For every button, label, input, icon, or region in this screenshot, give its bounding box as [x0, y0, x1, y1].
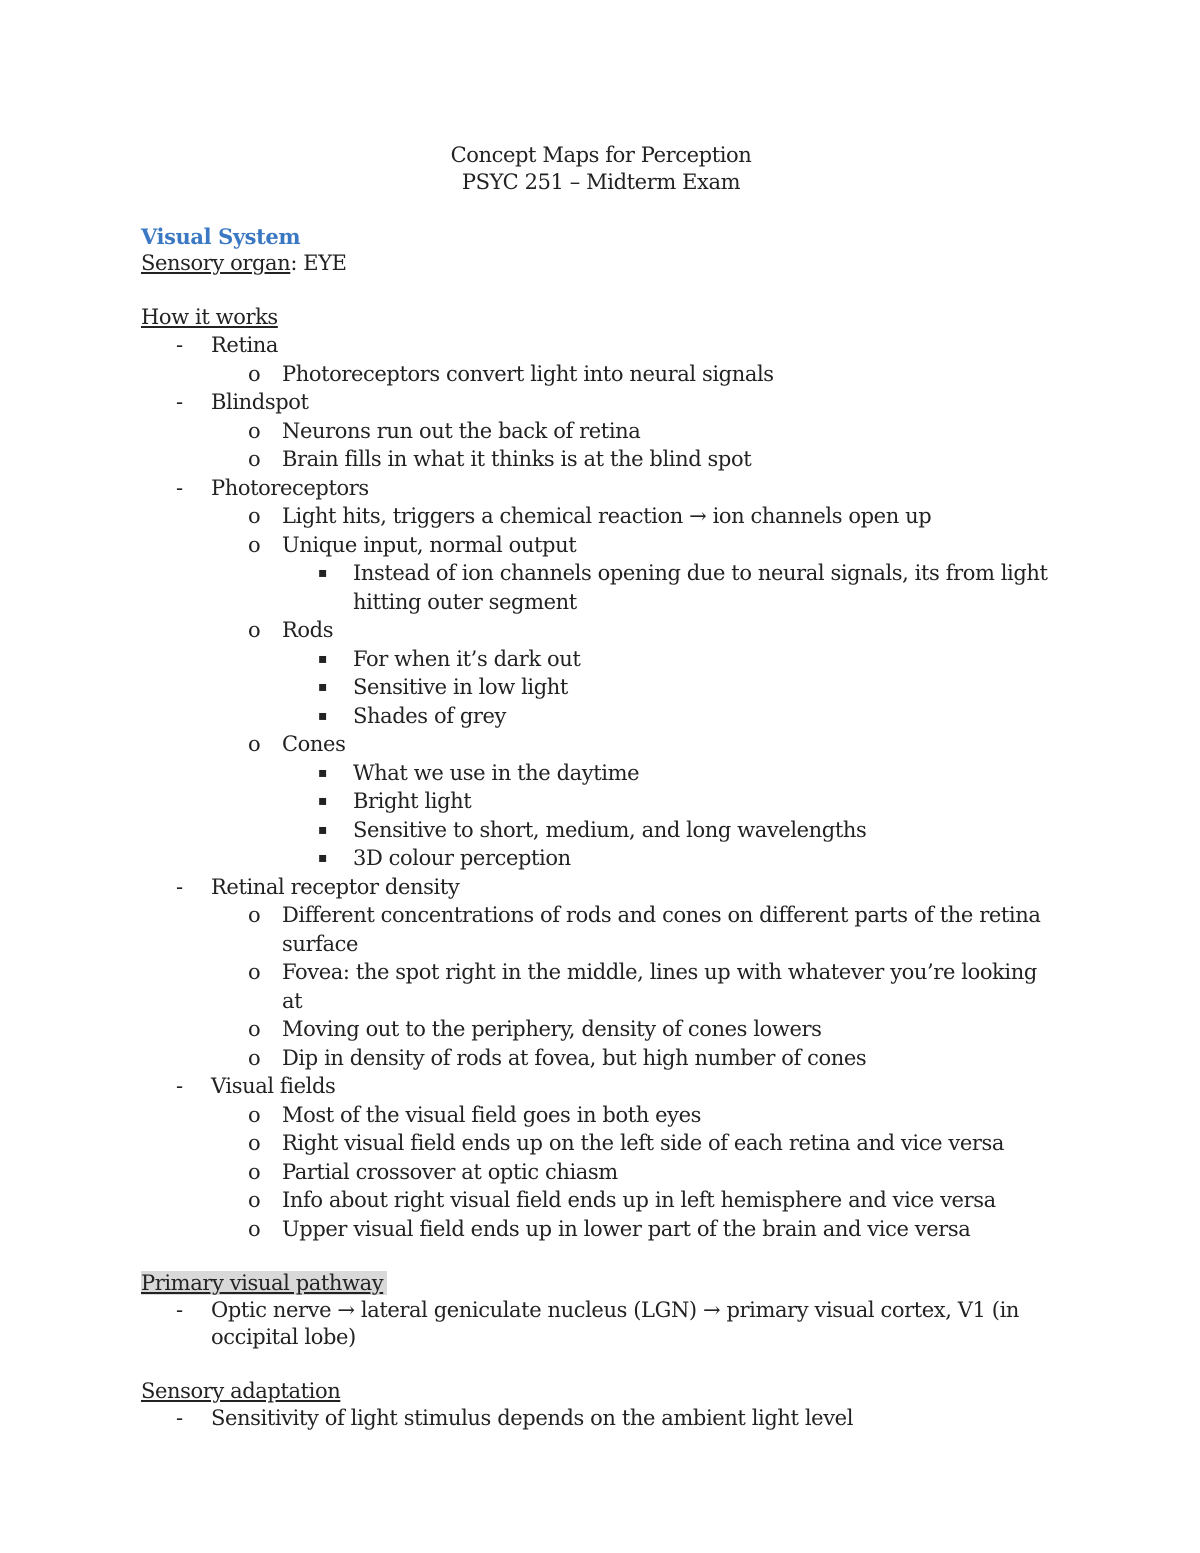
list-item-text: Photoreceptors convert light into neural signals	[282, 361, 774, 386]
bullet-marker: o	[248, 960, 261, 984]
list-item-text: Moving out to the periphery, density of cones lowers	[282, 1017, 822, 1041]
bullet-marker: o	[248, 361, 261, 386]
list-item	[141, 958, 1061, 1015]
bullet-marker: o	[248, 1017, 261, 1041]
bullet-marker: ▪	[318, 764, 328, 781]
list-item-text: Cones	[282, 732, 346, 756]
bullet-marker: ▪	[318, 679, 328, 695]
list-item	[141, 1044, 1061, 1073]
bullet-marker: ▪	[318, 821, 328, 838]
bullet-marker: o	[248, 1045, 261, 1070]
spacer	[141, 1351, 1061, 1378]
bullet-marker: -	[176, 475, 183, 500]
sensory-organ-label: Sensory organ	[141, 251, 291, 275]
list-item	[141, 1158, 1061, 1187]
list-item-text: Light hits, triggers a chemical reaction → ion channels open up	[282, 504, 932, 528]
list-item	[141, 1129, 1061, 1158]
bullet-marker: -	[176, 1074, 183, 1098]
section-heading-sensory-adaptation: Sensory adaptation	[141, 1379, 341, 1403]
sensory-organ-value: : EYE	[290, 251, 347, 275]
list-item-text: Most of the visual field goes in both eyes	[282, 1102, 702, 1127]
section-heading-visual-system: Visual System	[141, 224, 301, 249]
list-item	[141, 645, 1061, 674]
bullet-marker: o	[248, 532, 261, 557]
list-item-text: Sensitivity of light stimulus depends on the ambient light level	[211, 1406, 854, 1430]
bullet-marker: o	[248, 1102, 261, 1127]
list-item	[141, 673, 1061, 702]
bullet-marker: o	[248, 447, 261, 471]
bullet-marker: o	[248, 1159, 261, 1184]
bullet-marker: o	[248, 1216, 261, 1241]
list-item-text: Sensitive to short, medium, and long wavelengths	[353, 817, 867, 842]
list-item-text: Bright light	[353, 789, 472, 813]
document-page	[141, 142, 1061, 1432]
list-item-text: Partial crossover at optic chiasm	[282, 1159, 618, 1184]
bullet-marker: ▪	[318, 850, 328, 866]
list-item	[141, 759, 1061, 788]
spacer	[141, 1243, 1061, 1270]
list-item	[141, 787, 1061, 816]
list-item	[141, 474, 1061, 503]
bullet-marker: -	[176, 333, 183, 357]
pathway-list	[141, 1297, 1061, 1351]
list-item-text: Shades of grey	[353, 703, 507, 728]
list-item-text: Blindspot	[211, 390, 309, 414]
list-item-text: For when it’s dark out	[353, 646, 581, 671]
adaptation-list	[141, 1405, 1061, 1432]
list-item	[141, 1101, 1061, 1130]
section-heading-how-it-works: How it works	[141, 305, 278, 329]
list-item	[141, 417, 1061, 446]
bullet-marker: o	[248, 618, 261, 642]
list-item-text: Retinal receptor density	[211, 874, 460, 899]
list-item-text: Right visual field ends up on the left side of each retina and vice versa	[282, 1131, 1005, 1155]
list-item	[141, 702, 1061, 731]
list-item	[141, 360, 1061, 389]
list-item	[141, 816, 1061, 845]
list-item	[141, 901, 1061, 958]
bullet-marker: o	[248, 903, 261, 927]
list-item	[141, 388, 1061, 417]
bullet-marker: -	[176, 1406, 183, 1430]
bullet-marker: ▪	[318, 650, 328, 667]
spacer	[141, 196, 1061, 223]
list-item-text: Fovea: the spot right in the middle, lines up with whatever you’re looking at	[282, 960, 1037, 1013]
list-item	[141, 873, 1061, 902]
list-item	[141, 559, 1061, 616]
list-item-text: Different concentrations of rods and cones on different parts of the retina surface	[282, 903, 1041, 956]
sensory-organ-line	[141, 250, 1061, 277]
list-item	[141, 531, 1061, 560]
list-item-text: Visual fields	[211, 1074, 336, 1098]
list-item	[141, 1215, 1061, 1244]
list-item	[141, 445, 1061, 474]
list-item-text: Sensitive in low light	[353, 675, 568, 699]
list-item-text: Neurons run out the back of retina	[282, 418, 641, 443]
list-item-text: Instead of ion channels opening due to neural signals, its from light hitting outer segment	[353, 561, 1048, 614]
list-item-text: Retina	[211, 333, 279, 357]
bullet-marker: -	[176, 874, 183, 899]
bullet-marker: o	[248, 1131, 261, 1155]
list-item-text: Optic nerve → lateral geniculate nucleus (LGN) → primary visual cortex, V1 (in occipital lobe)	[211, 1298, 1020, 1349]
how-it-works-list	[141, 331, 1061, 1243]
bullet-marker: o	[248, 504, 261, 528]
list-item-text: What we use in the daytime	[353, 760, 640, 785]
list-item	[141, 844, 1061, 873]
bullet-marker: ▪	[318, 707, 328, 724]
list-item	[141, 616, 1061, 645]
pathway-heading-line	[141, 1270, 1061, 1297]
bullet-marker: ▪	[318, 793, 328, 809]
bullet-marker: -	[176, 1298, 183, 1322]
list-item	[141, 1405, 1061, 1432]
list-item-text: 3D colour perception	[353, 846, 571, 870]
list-item	[141, 1072, 1061, 1101]
bullet-marker: o	[248, 1188, 261, 1212]
bullet-marker: o	[248, 418, 261, 443]
list-item-text: Dip in density of rods at fovea, but high number of cones	[282, 1045, 867, 1070]
list-item-text: Upper visual field ends up in lower part of the brain and vice versa	[282, 1216, 971, 1241]
bullet-marker: ▪	[318, 565, 328, 581]
list-item-text: Rods	[282, 618, 334, 642]
section-heading-primary-visual-pathway: Primary visual pathway	[141, 1271, 387, 1295]
list-item	[141, 1297, 1061, 1351]
document-title: Concept Maps for Perception	[450, 143, 752, 167]
document-subtitle: PSYC 251 – Midterm Exam	[461, 170, 741, 194]
bullet-marker: -	[176, 390, 183, 414]
bullet-marker: o	[248, 732, 261, 756]
list-item	[141, 1186, 1061, 1215]
list-item	[141, 730, 1061, 759]
list-item	[141, 1015, 1061, 1044]
spacer	[141, 277, 1061, 304]
list-item-text: Photoreceptors	[211, 475, 369, 500]
list-item-text: Brain fills in what it thinks is at the blind spot	[282, 447, 752, 471]
list-item	[141, 502, 1061, 531]
list-item-text: Unique input, normal output	[282, 532, 577, 557]
list-item	[141, 331, 1061, 360]
list-item-text: Info about right visual field ends up in left hemisphere and vice versa	[282, 1188, 996, 1212]
